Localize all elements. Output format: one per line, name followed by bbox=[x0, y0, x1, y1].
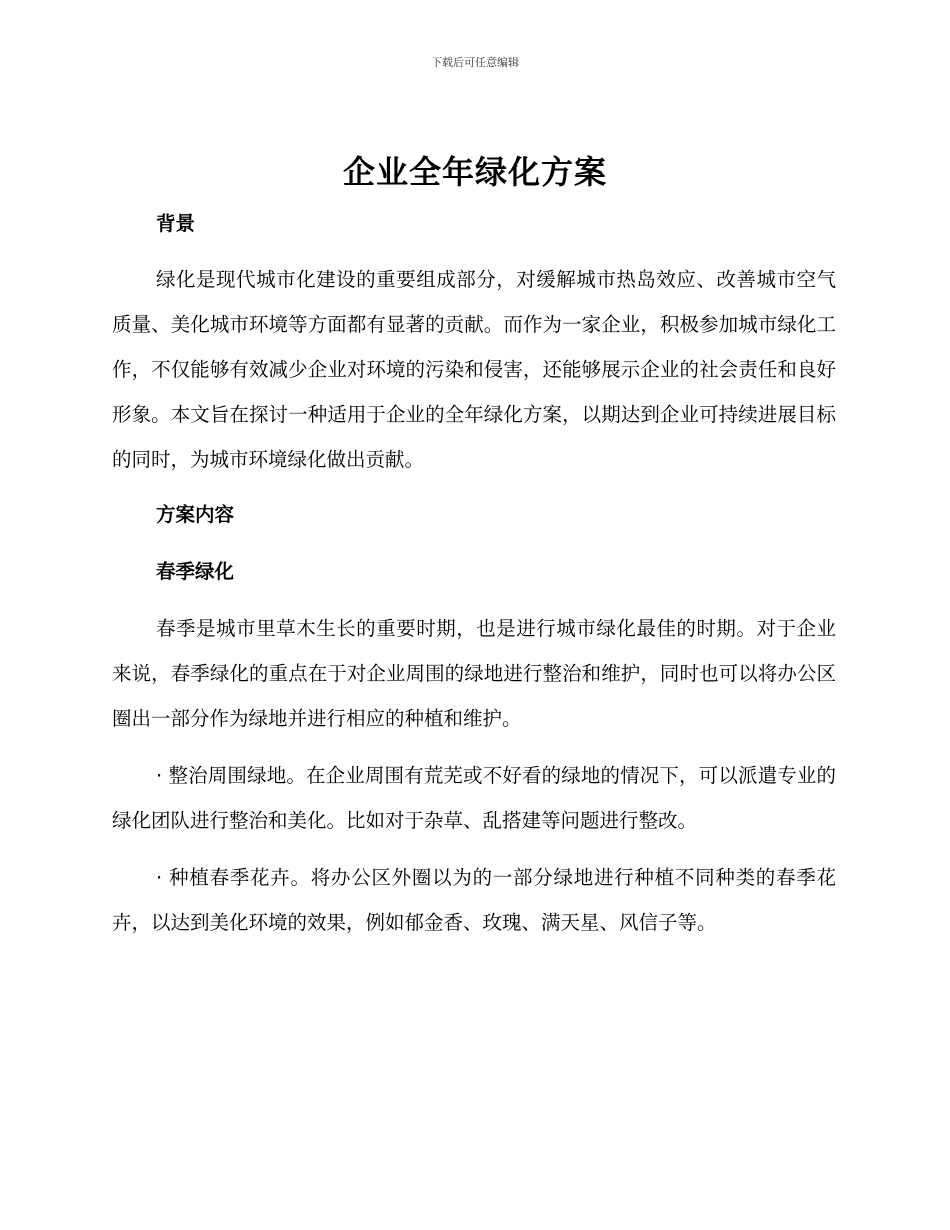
paragraph-spring: 春季是城市里草木生长的重要时期，也是进行城市绿化最佳的时期。对于企业来说，春季绿化的重点在于对企业周围的绿地进行整治和维护，同时也可以将办公区圈出一部分作为绿地并进行相应的种植和维护。 bbox=[112, 617, 836, 730]
document-body bbox=[112, 200, 836, 945]
paragraph-background: 绿化是现代城市化建设的重要组成部分，对缓解城市热岛效应、改善城市空气质量、美化城市环境等方面都有显著的贡献。而作为一家企业，积极参加城市绿化工作，不仅能够有效减少企业对环境的污染和侵害，还能够展示企业的社会责任和良好形象。本文旨在探讨一种适用于企业的全年绿化方案，以期达到企业可持续进展目标的同时，为城市环境绿化做出贡献。 bbox=[112, 268, 836, 471]
section-heading-plan: 方案内容 bbox=[156, 503, 235, 526]
section-heading-spring: 春季绿化 bbox=[156, 560, 235, 583]
section-heading-background: 背景 bbox=[156, 212, 196, 235]
page-header-note: 下载后可任意编辑 bbox=[431, 56, 519, 69]
bullet-item-green-space: · 整治周围绿地。在企业周围有荒芜或不好看的绿地的情况下，可以派遣专业的绿化团队进行整治和美化。比如对于杂草、乱搭建等问题进行整改。 bbox=[112, 764, 836, 832]
bullet-item-spring-flowers: · 种植春季花卉。将办公区外圈以为的一部分绿地进行种植不同种类的春季花卉，以达到美化环境的效果，例如郁金香、玫瑰、满天星、风信子等。 bbox=[112, 866, 836, 934]
document-title: 企业全年绿化方案 bbox=[342, 153, 607, 191]
